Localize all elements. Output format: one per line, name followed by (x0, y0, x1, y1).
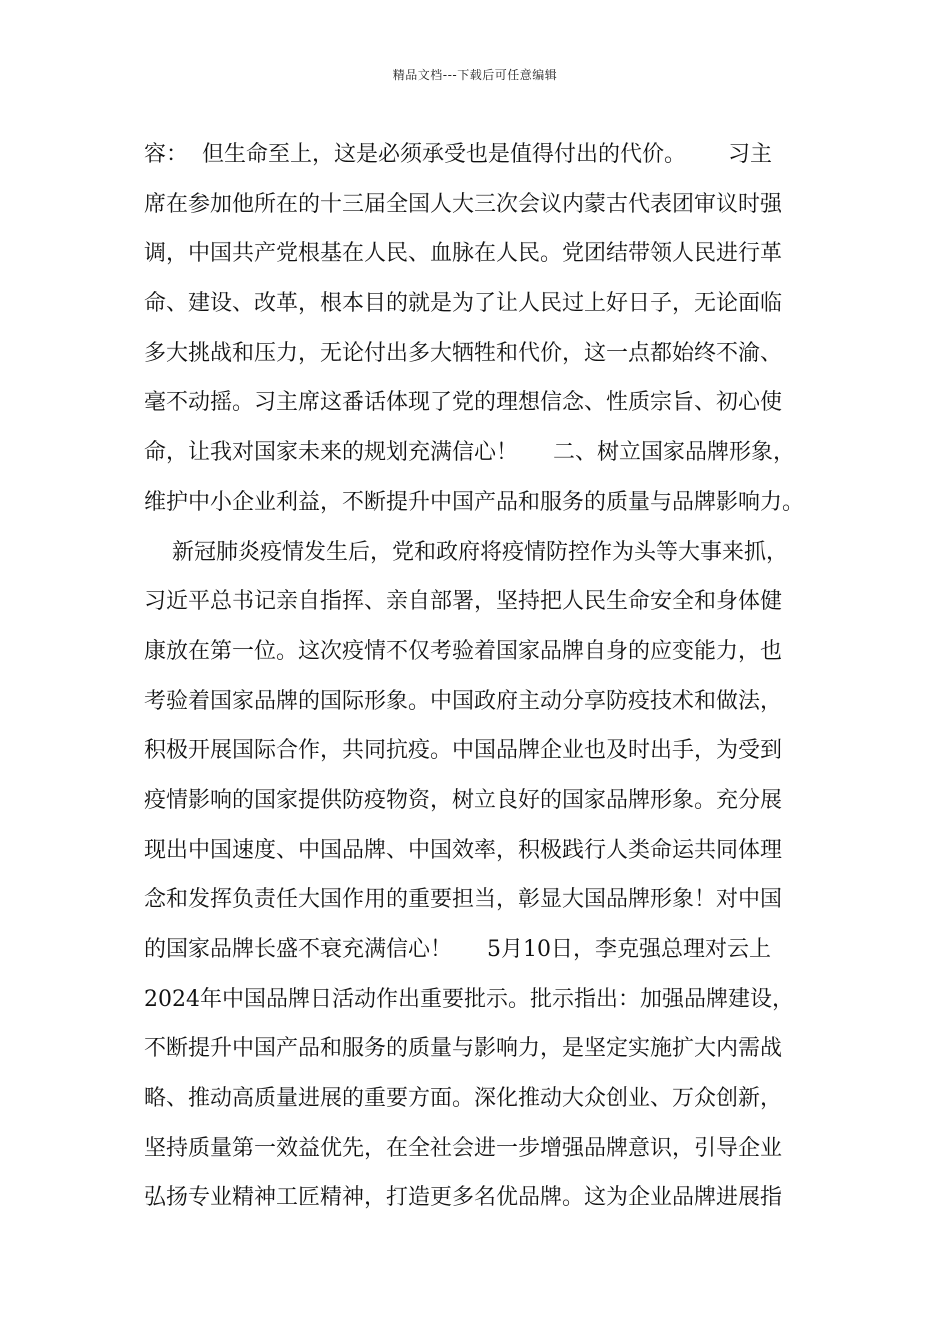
text-line: 不断提升中国产品和服务的质量与影响力，是坚定实施扩大内需战 (144, 1036, 783, 1062)
text-line: 命，让我对国家未来的规划充满信心！ 二、树立国家品牌形象， (144, 440, 795, 466)
text-line: 略、推动高质量进展的重要方面。深化推动大众创业、万众创新， (144, 1086, 783, 1112)
text-line: 坚持质量第一效益优先，在全社会进一步增强品牌意识，引导企业 (144, 1135, 783, 1161)
text-line: 现出中国速度、中国品牌、中国效率，积极践行人类命运共同体理 (144, 837, 783, 863)
text-line: 弘扬专业精神工匠精神，打造更多名优品牌。这为企业品牌进展指 (144, 1185, 783, 1211)
page-header: 精品文档---下载后可任意编辑 (392, 68, 558, 82)
document-body (144, 130, 824, 1223)
text-line: 维护中小企业利益，不断提升中国产品和服务的质量与品牌影响力。 (144, 489, 805, 515)
text-line: 多大挑战和压力，无论付出多大牺牲和代价，这一点都始终不渝、 (144, 340, 783, 366)
text-line: 习近平总书记亲自指挥、亲自部署，坚持把人民生命安全和身体健 (144, 589, 783, 615)
text-line: 念和发挥负责任大国作用的重要担当，彰显大国品牌形象！对中国 (144, 887, 783, 913)
text-line: 席在参加他所在的十三届全国人大三次会议内蒙古代表团审议时强 (144, 191, 783, 217)
text-line: 毫不动摇。习主席这番话体现了党的理想信念、性质宗旨、初心使 (144, 390, 783, 416)
text-line: 2024年中国品牌日活动作出重要批示。批示指出：加强品牌建设， (144, 986, 794, 1012)
text-line: 康放在第一位。这次疫情不仅考验着国家品牌自身的应变能力，也 (144, 638, 783, 664)
text-line: 考验着国家品牌的国际形象。中国政府主动分享防疫技术和做法， (144, 688, 783, 714)
text-line: 疫情影响的国家提供防疫物资，树立良好的国家品牌形象。充分展 (144, 787, 783, 813)
text-line: 容： 但生命至上，这是必须承受也是值得付出的代价。 习主 (144, 142, 772, 167)
text-line: 新冠肺炎疫情发生后，党和政府将疫情防控作为头等大事来抓， (144, 539, 788, 565)
text-line: 积极开展国际合作，共同抗疫。中国品牌企业也及时出手，为受到 (144, 738, 783, 764)
text-line: 的国家品牌长盛不衰充满信心！ 5月10日，李克强总理对云上 (144, 937, 771, 962)
text-line: 命、建设、改革，根本目的就是为了让人民过上好日子，无论面临 (144, 291, 783, 317)
text-line: 调，中国共产党根基在人民、血脉在人民。党团结带领人民进行革 (144, 241, 783, 267)
